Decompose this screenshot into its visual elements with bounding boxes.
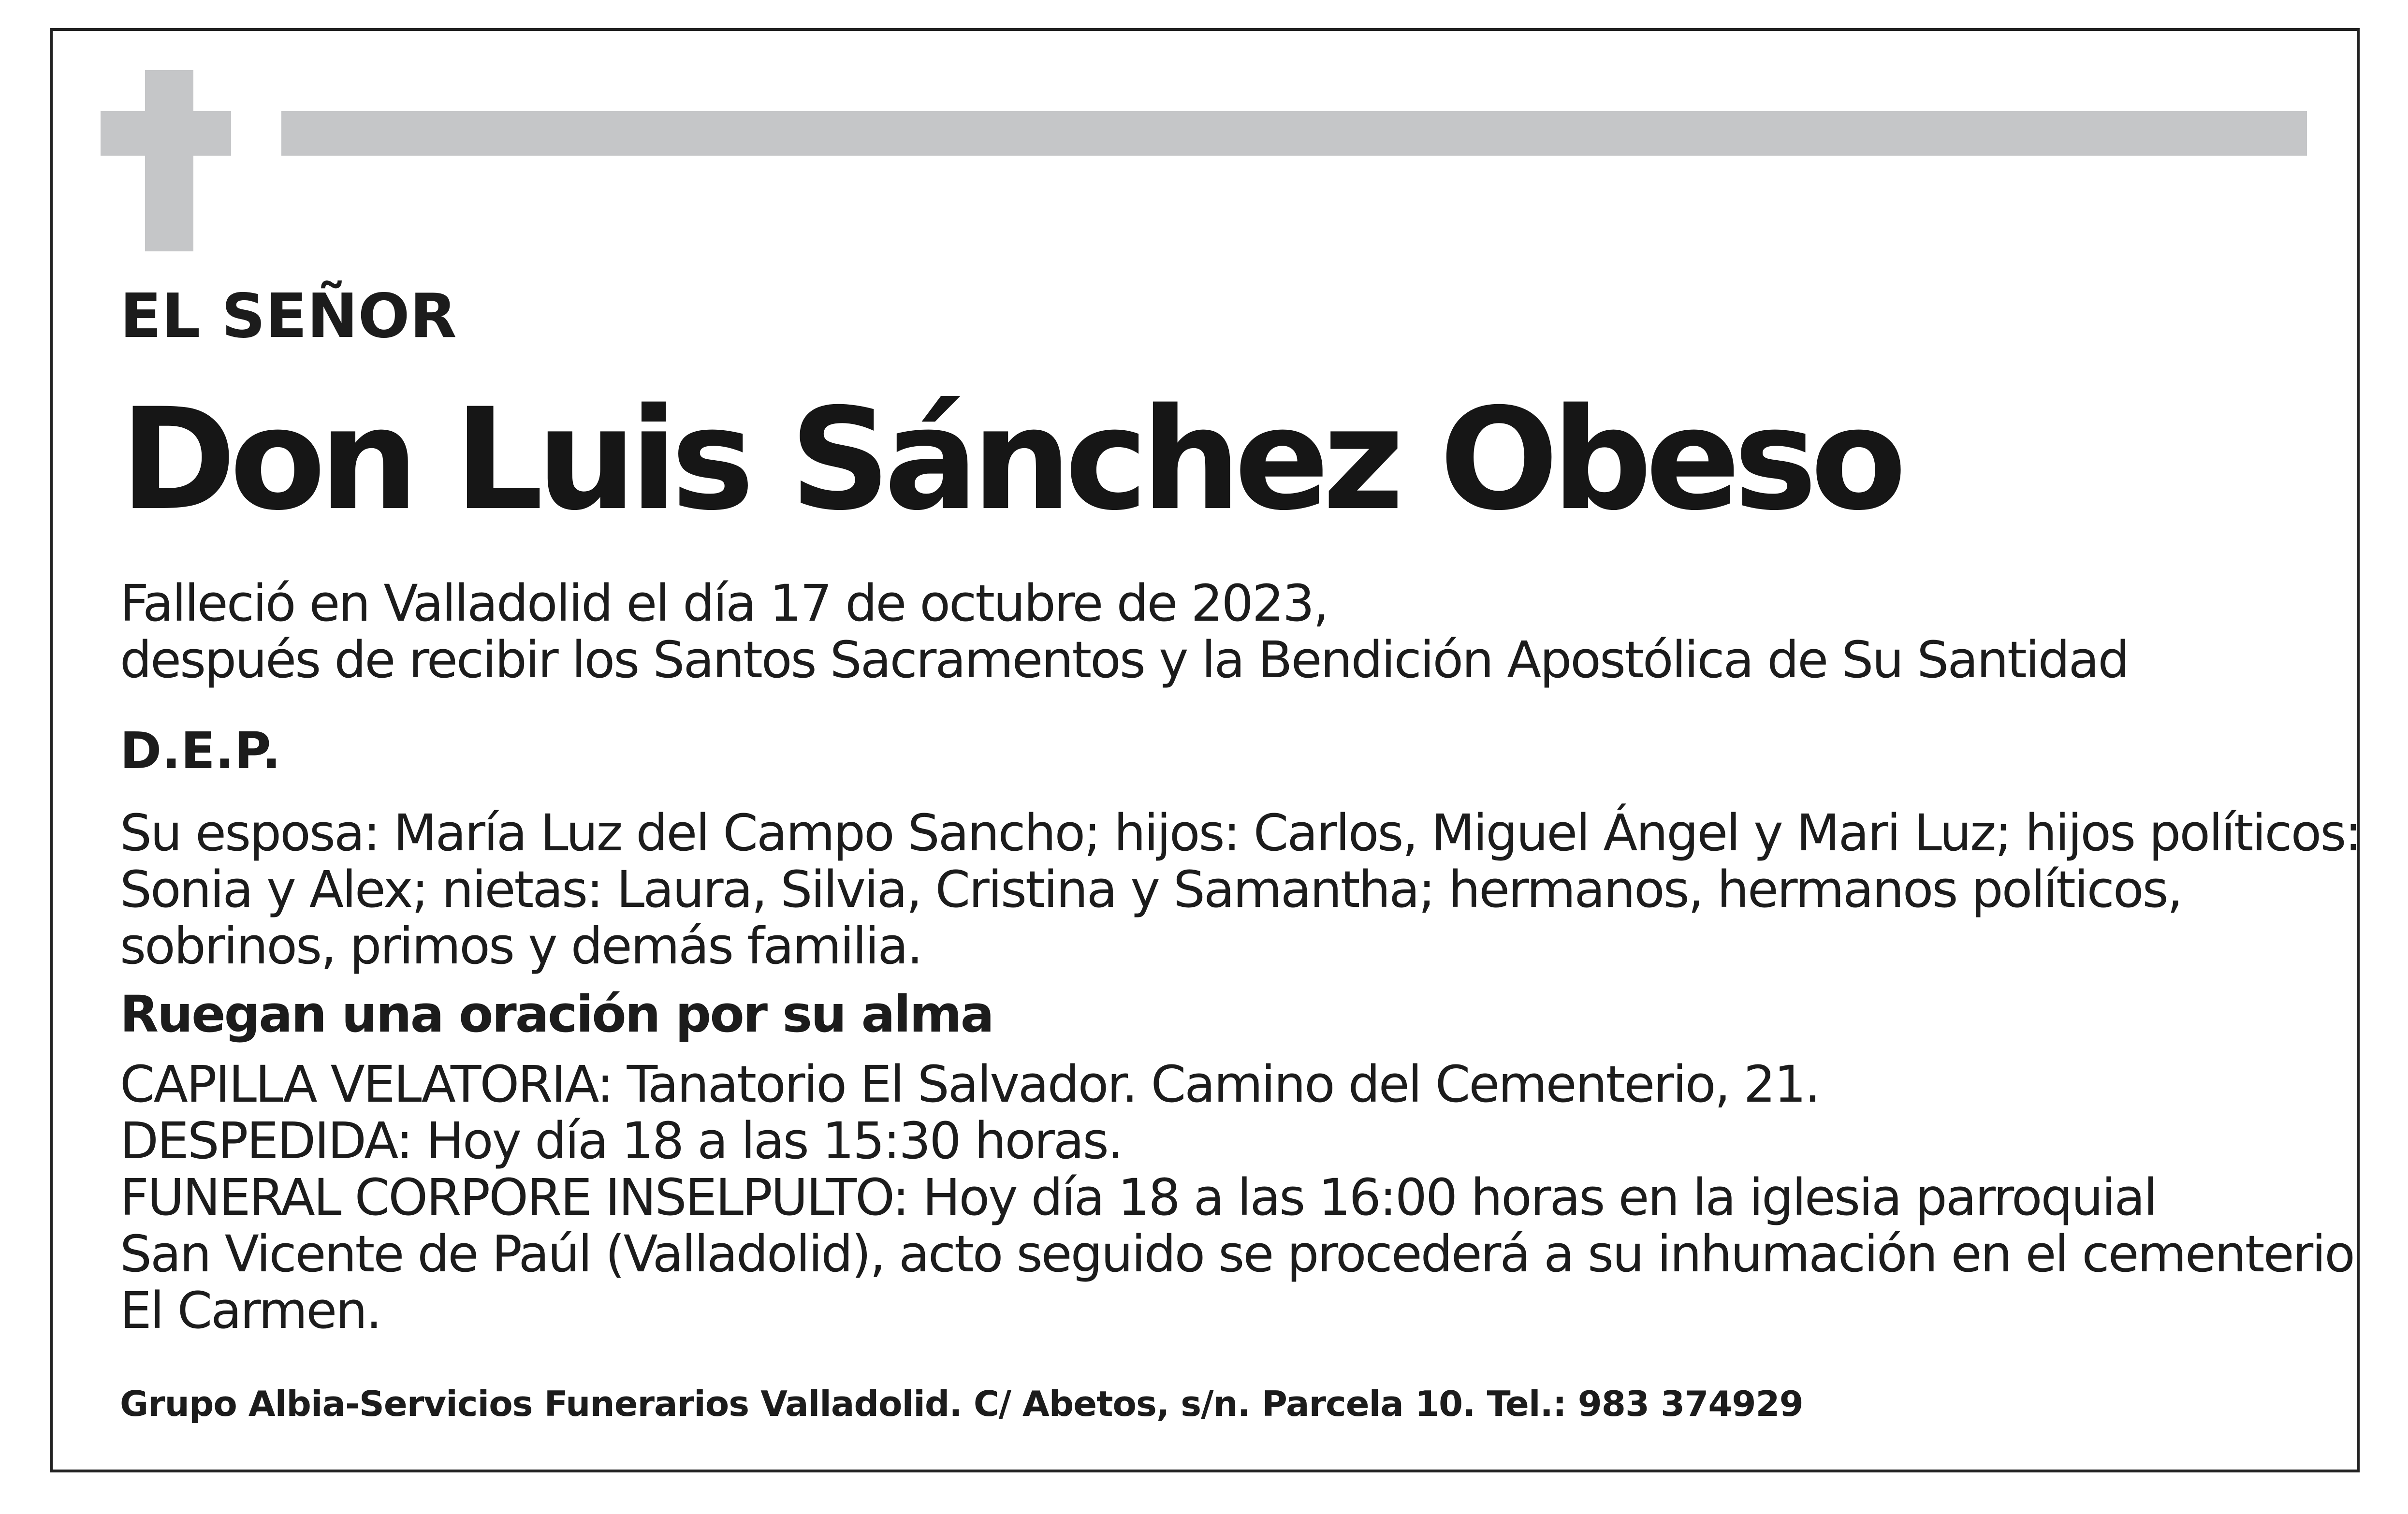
prayer-request: Ruegan una oración por su alma [120, 985, 993, 1044]
family-line: Su esposa: María Luz del Campo Sancho; hijos: Carlos, Miguel Ángel y Mari Luz; hijos políticos: [120, 803, 2361, 862]
cross-vertical-bar [145, 70, 193, 251]
death-announcement-line: Falleció en Valladolid el día 17 de octubre de 2023, [120, 574, 1328, 633]
deceased-name: Don Luis Sánchez Obeso [120, 378, 1900, 541]
service-line: CAPILLA VELATORIA: Tanatorio El Salvador. Camino del Cementerio, 21. [120, 1055, 1820, 1114]
header-rule [281, 111, 2307, 156]
death-announcement-line: después de recibir los Santos Sacramentos y la Bendición Apostólica de Su Santidad [120, 630, 2129, 689]
honorific: EL SEÑOR [120, 280, 457, 351]
service-line: El Carmen. [120, 1281, 381, 1340]
funeral-home-footer: Grupo Albia-Servicios Funerarios Valladolid. C/ Abetos, s/n. Parcela 10. Tel.: 983 374929 [120, 1383, 1803, 1424]
dep-label: D.E.P. [120, 721, 281, 780]
service-line: FUNERAL CORPORE INSELPULTO: Hoy día 18 a las 16:00 horas en la iglesia parroquial [120, 1168, 2156, 1227]
family-line: Sonia y Alex; nietas: Laura, Silvia, Cristina y Samantha; hermanos, hermanos políticos, [120, 860, 2182, 919]
service-line: San Vicente de Paúl (Valladolid), acto seguido se procederá a su inhumación en el cementerio [120, 1224, 2354, 1283]
service-line: DESPEDIDA: Hoy día 18 a las 15:30 horas. [120, 1111, 1122, 1170]
family-line: sobrinos, primos y demás familia. [120, 917, 922, 975]
cross-horizontal-bar [101, 111, 231, 156]
